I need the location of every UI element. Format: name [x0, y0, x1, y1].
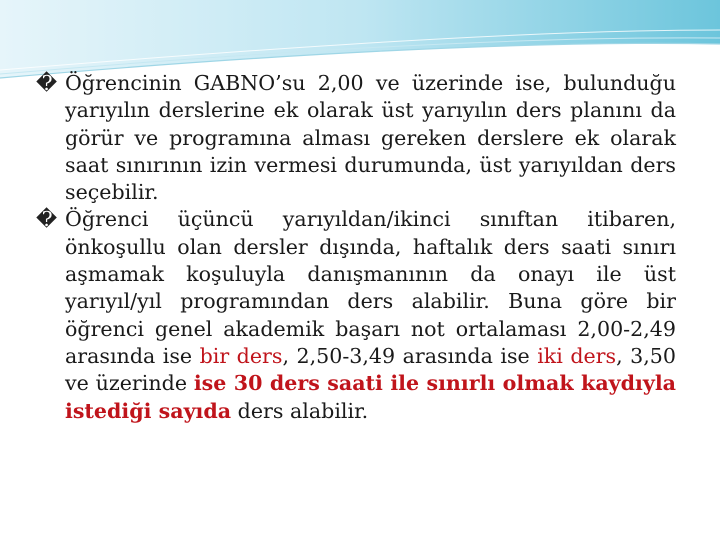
highlighted-text: ise 30 ders saati ile sınırlı olmak kaydıyla istediği sayıda — [65, 371, 676, 423]
paragraph-2 — [36, 206, 676, 424]
header-decoration — [0, 0, 720, 80]
bullet-icon: � — [36, 207, 58, 232]
text-segment: Öğrenci üçüncü yarıyıldan/ikinci sınıftan itibaren, önkoşullu olan dersler dışında, haftalık ders saati sınırı aşmamak koşuluyla danışmanının da onayı ile üst yarıyıl/yıl programından ders alabilir. Buna göre bir öğrenci genel akademik başarı not ortalaması 2,00-2,49 arasında ise — [65, 207, 676, 368]
highlighted-text: bir ders — [199, 343, 283, 368]
paragraph-1 — [36, 70, 676, 206]
text-segment: Öğrencinin GABNO’su 2,00 ve üzerinde ise, bulunduğu yarıyılın derslerine ek olarak üst yarıyılın ders planını da görür ve programına alması gereken derslere ek olarak saat sınırının izin vermesi durumunda, üst yarıyıldan ders seçebilir. — [65, 71, 676, 205]
highlighted-text: iki ders — [537, 343, 617, 368]
content-body — [36, 70, 676, 425]
paragraph-2-text — [65, 207, 676, 422]
paragraph-1-text — [65, 71, 676, 204]
bullet-icon: � — [36, 71, 58, 95]
text-segment: , 3,50 ve üzerinde — [65, 343, 676, 396]
text-segment: , 2,50-3,49 arasında ise — [282, 343, 538, 368]
text-segment: ders alabilir. — [231, 398, 369, 423]
